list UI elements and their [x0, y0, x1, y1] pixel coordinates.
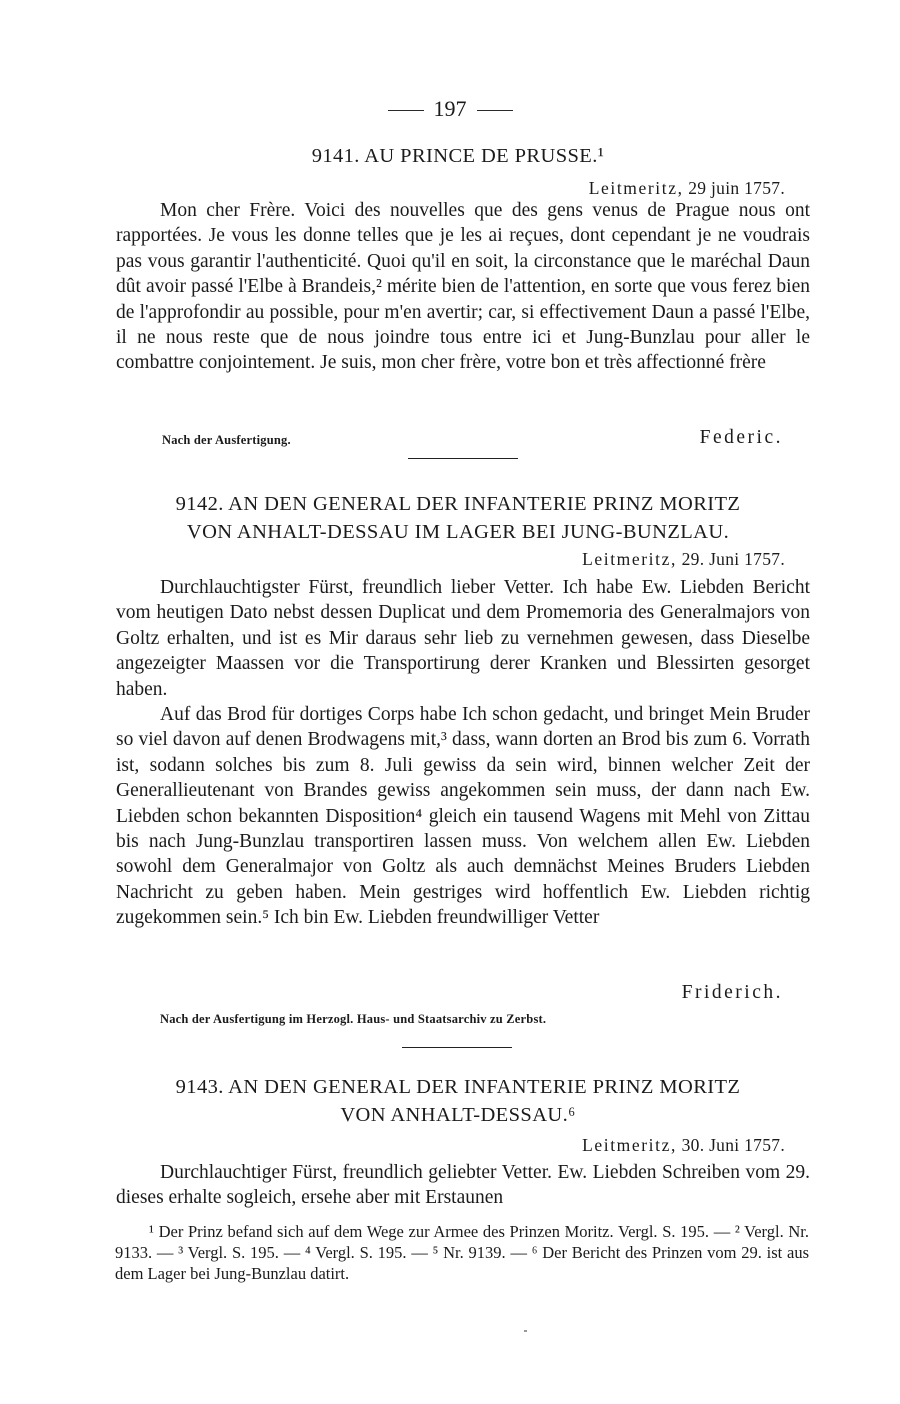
section-divider — [408, 458, 518, 459]
page-number: 197 — [433, 96, 467, 121]
letter-9142-heading-line1: 9142. AN DEN GENERAL DER INFANTERIE PRINZ MORITZ — [175, 493, 741, 515]
letter-9141-place: Leitmeritz, — [588, 178, 684, 198]
letter-9143-heading-line1: 9143. AN DEN GENERAL DER INFANTERIE PRINZ MORITZ — [175, 1076, 741, 1098]
letter-9143-body — [116, 1160, 810, 1211]
letter-9141-paragraph: Mon cher Frère. Voici des nouvelles que des gens venus de Prague nous ont rapportées. Je vous les donne telles que je les ai reçues, dont cependant je ne voudrais pas vous garantir l'authenticité. Quoi qu'il en soit, la circonstance que le maréchal Daun dût avoir passé l'Elbe à Brandeis,² mérite bien de l'attention, en sorte que vous ferez bien de l'approfondir au possible, pour m'en avertir; car, si effectivement Daun a passé l'Elbe, il ne nous reste que de nous joindre tous entre ici et Jung-Bunzlau pour aller le combattre conjointement. Je suis, mon cher frère, votre bon et très affectionné frère — [116, 200, 810, 374]
page-number-line — [0, 96, 900, 122]
letter-9142-paragraph-2: Auf das Brod für dortiges Corps habe Ich schon gedacht, und bringet Mein Bruder so viel davon auf denen Brodwagens mit,³ dass, wann dorten an Brod bis zum 6. Vorrath ist, sodann solches bis zum 8. Juli gewiss da sein wird, binnen welcher Zeit der Generallieutenant von Brandes gewiss angekommen sein muss, der dann nach Ew. Liebden schon bekannten Disposition⁴ gleich ein tausend Wagens mit Mehl von Zittau bis nach Jung-Bunzlau transportiren lassen muss. Von welchem allen Ew. Liebden sowohl dem Generalmajor von Goltz als auch demnächst Meines Bruders Liebden Nachricht zu geben haben. Mein gestriges wird hoffentlich Ew. Liebden richtig zugekommen sein.⁵ Ich bin Ew. Liebden freundwilliger Vetter — [116, 704, 810, 929]
letter-9141-source-note: Nach der Ausfertigung. — [162, 433, 291, 447]
letter-9143-date: 30. Juni 1757. — [681, 1135, 785, 1155]
letter-9142-heading-line2: VON ANHALT-DESSAU IM LAGER BEI JUNG-BUNZLAU. — [186, 521, 730, 543]
letter-9143-heading-line2: VON ANHALT-DESSAU.⁶ — [340, 1104, 576, 1126]
letter-9141-date: 29 juin 1757. — [688, 178, 785, 198]
section-divider — [402, 1047, 512, 1048]
page-speck — [524, 1330, 527, 1332]
footnote-text: ¹ Der Prinz befand sich auf dem Wege zur Armee des Prinzen Moritz. Vergl. S. 195. — ² Vergl. Nr. 9133. — ³ Vergl. S. 195. — ⁴ Vergl. S. 195. — ⁵ Nr. 9139. — ⁶ Der Bericht des Prinzen vom 29. ist aus dem Lager bei Jung-Bunzlau datirt. — [115, 1222, 809, 1283]
letter-9143-place: Leitmeritz, — [582, 1135, 677, 1155]
dash-right — [477, 110, 513, 111]
letter-9142-paragraph-1: Durchlauchtigster Fürst, freundlich lieber Vetter. Ich habe Ew. Liebden Bericht vom heutigen Dato nebst dessen Duplicat und dem Promemoria des Generalmajors von Goltz erhalten, und ist es Mir daraus sehr lieb zu vernehmen gewesen, dass Dieselbe angezeigter Maassen vor die Transportirung derer Kranken und Blessirten gesorget haben. — [116, 577, 810, 700]
letter-9142-dateline — [582, 547, 785, 571]
dash-left — [388, 110, 424, 111]
letter-9143-dateline — [582, 1133, 785, 1157]
letter-9143-heading — [108, 1073, 808, 1129]
letter-9142-signature: Friderich. — [681, 982, 783, 1003]
letter-9143-paragraph: Durchlauchtiger Fürst, freundlich geliebter Vetter. Ew. Liebden Schreiben vom 29. dieses erhalte sogleich, ersehe aber mit Erstaunen — [116, 1162, 810, 1209]
letter-9141-signature: Federic. — [699, 427, 783, 448]
footnotes — [115, 1221, 809, 1284]
letter-9142-place: Leitmeritz, — [582, 549, 677, 569]
letter-9142-heading — [108, 490, 808, 546]
letter-9141-dateline — [589, 176, 785, 200]
letter-9142-body — [116, 575, 810, 931]
letter-9142-source-note: Nach der Ausfertigung im Herzogl. Haus- und Staatsarchiv zu Zerbst. — [160, 1012, 547, 1026]
letter-9142-date: 29. Juni 1757. — [681, 549, 785, 569]
letter-9141-heading: 9141. AU PRINCE DE PRUSSE.¹ — [311, 145, 605, 167]
letter-9141-body — [116, 198, 810, 376]
